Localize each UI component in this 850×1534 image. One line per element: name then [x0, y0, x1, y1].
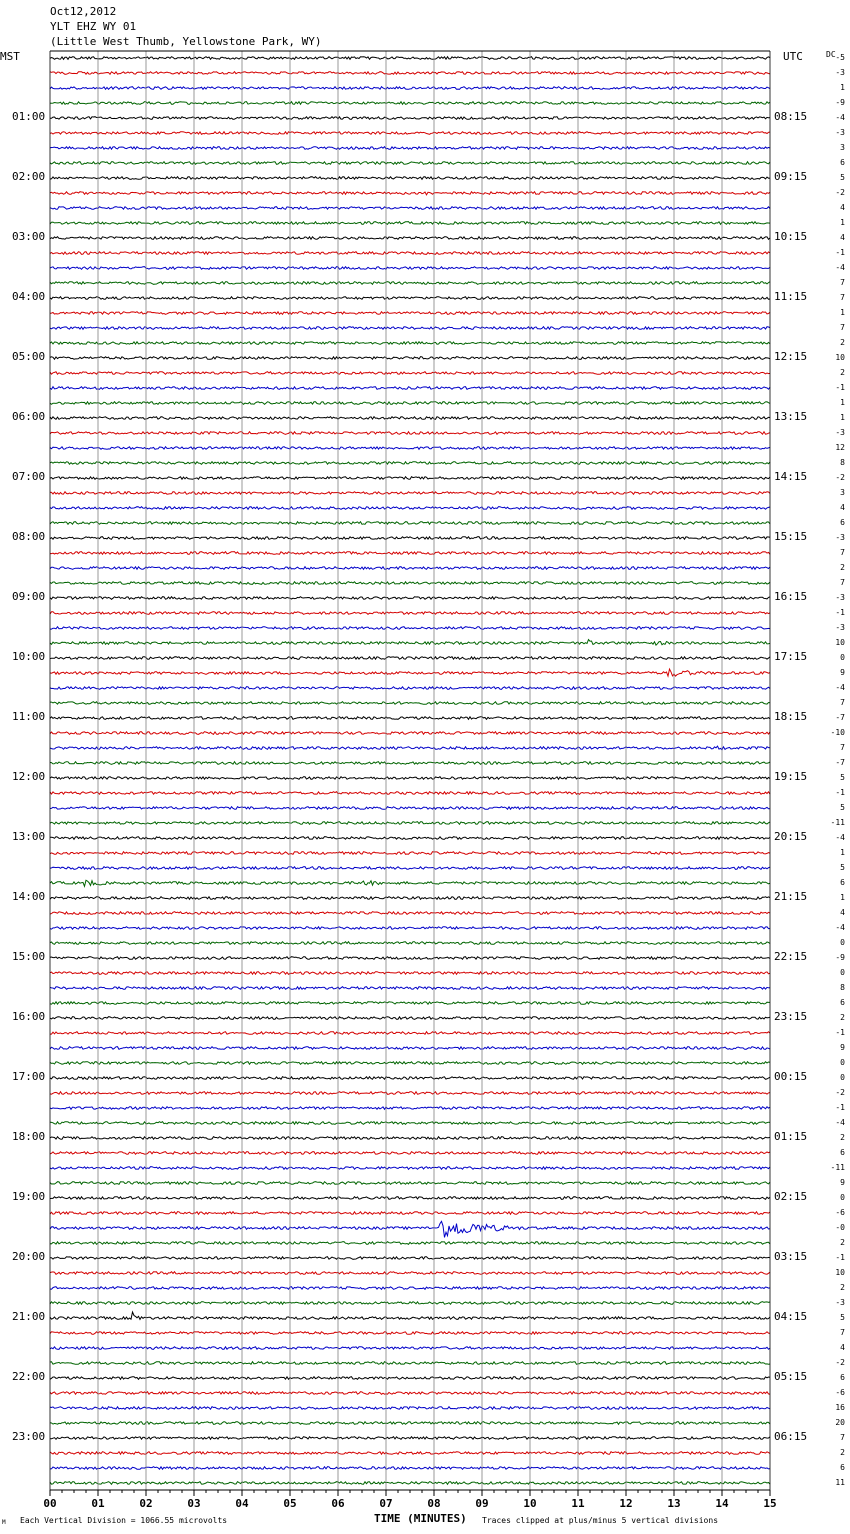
dc-offset-label: 4: [840, 233, 845, 242]
trace-line: [50, 1407, 770, 1410]
left-hour-label: 04:00: [12, 290, 46, 303]
dc-offset-label: -11: [830, 1163, 845, 1172]
trace-line: [50, 717, 770, 720]
trace-line: [50, 942, 770, 945]
left-hour-label: 11:00: [12, 710, 46, 723]
x-tick-label: 10: [523, 1497, 537, 1510]
trace-line: [50, 1032, 770, 1035]
left-hour-label: 23:00: [12, 1430, 46, 1443]
trace-line: [50, 897, 770, 900]
right-hour-label: 22:15: [774, 950, 808, 963]
trace-line: [50, 837, 770, 840]
trace-line: [50, 972, 770, 975]
trace-line: [50, 1437, 770, 1440]
left-hour-label: 06:00: [12, 410, 46, 423]
trace-line: [50, 237, 770, 240]
dc-offset-label: 6: [840, 158, 845, 167]
dc-offset-label: 0: [840, 1073, 845, 1082]
dc-offset-label: 9: [840, 1178, 845, 1187]
dc-offset-label: 2: [840, 1448, 845, 1457]
dc-offset-label: -4: [835, 263, 845, 272]
dc-offset-label: 3: [840, 488, 845, 497]
trace-line: [50, 1152, 770, 1155]
trace-line: [50, 1362, 770, 1365]
dc-offset-label: 11: [835, 1478, 845, 1487]
trace-line: [50, 1482, 770, 1485]
left-hour-label: 13:00: [12, 830, 46, 843]
trace-line: [50, 372, 770, 375]
scale-note: Each Vertical Division = 1066.55 microvolts: [20, 1516, 228, 1525]
dc-offset-label: 6: [840, 1148, 845, 1157]
left-hour-label: 09:00: [12, 590, 46, 603]
dc-offset-label: -7: [835, 713, 845, 722]
trace-line: [50, 777, 770, 780]
x-tick-label: 02: [139, 1497, 153, 1510]
trace-line: [50, 327, 770, 330]
dc-offset-label: -1: [835, 383, 845, 392]
dc-offset-label: 7: [840, 278, 845, 287]
trace-line: [50, 177, 770, 180]
dc-offset-label: 0: [840, 1193, 845, 1202]
left-hour-label: 07:00: [12, 470, 46, 483]
dc-offset-label: -11: [830, 818, 845, 827]
dc-offset-label: 2: [840, 1283, 845, 1292]
x-tick-label: 06: [331, 1497, 345, 1510]
x-axis-title: TIME (MINUTES): [374, 1512, 467, 1525]
trace-line: [50, 87, 770, 90]
seismic-traces: [50, 57, 770, 1485]
trace-line: [50, 987, 770, 990]
dc-offset-label: -9: [835, 953, 845, 962]
dc-offset-label: -2: [835, 473, 845, 482]
dc-offset-label: -4: [835, 1118, 845, 1127]
right-hour-label: 18:15: [774, 710, 808, 723]
trace-line: [50, 612, 770, 615]
right-hour-label: 02:15: [774, 1190, 808, 1203]
dc-offset-label: -2: [835, 1358, 845, 1367]
dc-offset-label: -1: [835, 788, 845, 797]
trace-line: [50, 627, 770, 630]
left-hour-label: 20:00: [12, 1250, 46, 1263]
trace-line: [50, 1312, 770, 1319]
x-tick-label: 04: [235, 1497, 249, 1510]
trace-line: [50, 1017, 770, 1020]
trace-line: [50, 357, 770, 360]
left-hour-label: 22:00: [12, 1370, 46, 1383]
left-hour-label: 03:00: [12, 230, 46, 243]
right-hour-label: 06:15: [774, 1430, 808, 1443]
dc-offset-label: 8: [840, 983, 845, 992]
dc-offset-label: -6: [835, 1388, 845, 1397]
trace-line: [50, 746, 770, 750]
dc-offset-label: -6: [835, 1208, 845, 1217]
dc-offset-label: 1: [840, 398, 845, 407]
left-hour-label: 08:00: [12, 530, 46, 543]
dc-offset-label: 7: [840, 698, 845, 707]
chart-subtitle: (Little West Thumb, Yellowstone Park, WY): [50, 35, 322, 48]
trace-line: [50, 880, 770, 886]
dc-offset-label: 2: [840, 338, 845, 347]
dc-offset-label: 7: [840, 578, 845, 587]
trace-line: [50, 132, 770, 135]
trace-line: [50, 117, 770, 120]
dc-offset-label: 20: [835, 1418, 845, 1427]
dc-offset-label: 4: [840, 503, 845, 512]
right-hour-label: 15:15: [774, 530, 808, 543]
trace-line: [50, 432, 770, 435]
trace-line: [50, 1332, 770, 1335]
dc-offset-label: -1: [835, 1253, 845, 1262]
left-hour-label: 14:00: [12, 890, 46, 903]
dc-offset-label: 0: [840, 653, 845, 662]
left-hour-label: 18:00: [12, 1130, 46, 1143]
chart-title: YLT EHZ WY 01: [50, 20, 137, 33]
dc-offset-label: -4: [835, 683, 845, 692]
trace-line: [50, 147, 770, 150]
trace-line: [50, 1257, 770, 1260]
dc-offset-label: -4: [835, 113, 845, 122]
dc-offset-label: 6: [840, 998, 845, 1007]
trace-line: [50, 1221, 770, 1237]
trace-line: [50, 72, 770, 75]
left-hour-label: 02:00: [12, 170, 46, 183]
dc-offset-label: 3: [840, 143, 845, 152]
trace-line: [50, 852, 770, 855]
x-tick-label: 09: [475, 1497, 489, 1510]
trace-line: [50, 1137, 770, 1140]
trace-line: [50, 1212, 770, 1215]
trace-line: [50, 1287, 770, 1290]
dc-offset-label: -0: [835, 1223, 845, 1232]
trace-line: [50, 282, 770, 285]
dc-offset-header: DC: [826, 50, 836, 59]
trace-line: [50, 417, 770, 420]
trace-line: [50, 552, 770, 555]
x-tick-label: 00: [43, 1497, 57, 1510]
dc-offset-label: 6: [840, 878, 845, 887]
right-hour-label: 09:15: [774, 170, 808, 183]
dc-offset-label: 2: [840, 1133, 845, 1142]
dc-offset-label: -5: [835, 53, 845, 62]
trace-line: [50, 162, 770, 165]
dc-offset-label: -10: [830, 728, 845, 737]
dc-offset-label: 1: [840, 218, 845, 227]
right-hour-label: 21:15: [774, 890, 808, 903]
trace-line: [50, 732, 770, 735]
dc-offset-label: 0: [840, 968, 845, 977]
trace-line: [50, 567, 770, 570]
dc-offset-label: 7: [840, 1433, 845, 1442]
dc-offset-label: 1: [840, 893, 845, 902]
dc-offset-label: 10: [835, 353, 845, 362]
trace-line: [50, 1467, 770, 1470]
dc-offset-label: 1: [840, 83, 845, 92]
dc-offset-label: 0: [840, 1058, 845, 1067]
trace-line: [50, 522, 770, 525]
trace-line: [50, 1107, 770, 1110]
trace-line: [50, 342, 770, 345]
dc-offset-label: -3: [835, 128, 845, 137]
dc-offset-label: 5: [840, 803, 845, 812]
dc-offset-label: -1: [835, 608, 845, 617]
right-hour-label: 16:15: [774, 590, 808, 603]
trace-line: [50, 867, 770, 870]
dc-offset-label: 5: [840, 1313, 845, 1322]
right-hour-label: 19:15: [774, 770, 808, 783]
trace-line: [50, 957, 770, 960]
trace-line: [50, 669, 770, 676]
dc-offset-label: 6: [840, 1373, 845, 1382]
right-hour-label: 01:15: [774, 1130, 808, 1143]
trace-line: [50, 207, 770, 210]
dc-offset-label: 5: [840, 173, 845, 182]
dc-offset-label: -3: [835, 1298, 845, 1307]
x-tick-label: 03: [187, 1497, 201, 1510]
x-tick-label: 11: [571, 1497, 585, 1510]
trace-line: [50, 1077, 770, 1080]
dc-offset-label: 4: [840, 203, 845, 212]
dc-offset-label: -2: [835, 188, 845, 197]
chart-date: Oct12,2012: [50, 5, 117, 18]
dc-offset-label: 2: [840, 1238, 845, 1247]
trace-line: [50, 640, 770, 646]
x-tick-label: 15: [763, 1497, 777, 1510]
dc-offset-label: 9: [840, 1043, 845, 1052]
dc-offset-label: 7: [840, 743, 845, 752]
dc-offset-label: -1: [835, 1028, 845, 1037]
trace-line: [50, 192, 770, 195]
trace-line: [50, 312, 770, 315]
trace-line: [50, 1377, 770, 1380]
dc-offset-label: 1: [840, 308, 845, 317]
trace-line: [50, 507, 770, 510]
dc-offset-label: -1: [835, 1103, 845, 1112]
trace-line: [50, 252, 770, 255]
trace-line: [50, 1167, 770, 1170]
dc-offset-label: 4: [840, 1343, 845, 1352]
x-tick-label: 12: [619, 1497, 633, 1510]
dc-offset-label: -4: [835, 833, 845, 842]
trace-line: [50, 1302, 770, 1305]
trace-line: [50, 582, 770, 585]
left-hour-label: 01:00: [12, 110, 46, 123]
right-hour-label: 05:15: [774, 1370, 808, 1383]
trace-line: [50, 1452, 770, 1455]
trace-line: [50, 1392, 770, 1395]
trace-line: [50, 1347, 770, 1350]
trace-line: [50, 807, 770, 810]
trace-line: [50, 702, 770, 705]
trace-line: [50, 1122, 770, 1125]
right-hour-label: 14:15: [774, 470, 808, 483]
trace-line: [50, 1002, 770, 1005]
trace-line: [50, 687, 770, 690]
right-hour-label: 08:15: [774, 110, 808, 123]
dc-offset-label: -3: [835, 428, 845, 437]
right-hour-label: 11:15: [774, 290, 808, 303]
trace-line: [50, 1047, 770, 1050]
dc-offset-label: -1: [835, 248, 845, 257]
dc-offset-label: -3: [835, 623, 845, 632]
trace-line: [50, 657, 770, 660]
dc-offset-label: -3: [835, 593, 845, 602]
dc-offset-label: 10: [835, 1268, 845, 1277]
dc-offset-label: -3: [835, 68, 845, 77]
trace-line: [50, 477, 770, 480]
dc-offset-label: 4: [840, 908, 845, 917]
clip-note: Traces clipped at plus/minus 5 vertical divisions: [482, 1516, 719, 1525]
trace-line: [50, 402, 770, 405]
dc-offset-label: -4: [835, 923, 845, 932]
trace-line: [50, 1272, 770, 1275]
trace-line: [50, 297, 770, 300]
trace-line: [50, 447, 770, 450]
trace-line: [50, 1092, 770, 1095]
left-hour-label: 17:00: [12, 1070, 46, 1083]
trace-line: [50, 462, 770, 465]
right-hour-label: 03:15: [774, 1250, 808, 1263]
x-tick-label: 07: [379, 1497, 393, 1510]
dc-offset-label: 8: [840, 458, 845, 467]
right-hour-label: 10:15: [774, 230, 808, 243]
right-hour-label: 13:15: [774, 410, 808, 423]
trace-line: [50, 387, 770, 390]
trace-line: [50, 492, 770, 495]
dc-offset-label: 7: [840, 323, 845, 332]
trace-line: [50, 537, 770, 540]
trace-line: [50, 597, 770, 600]
left-hour-label: 15:00: [12, 950, 46, 963]
dc-offset-label: 2: [840, 1013, 845, 1022]
trace-line: [50, 57, 770, 60]
trace-line: [50, 1242, 770, 1245]
trace-line: [50, 1197, 770, 1200]
dc-offset-label: 1: [840, 848, 845, 857]
left-hour-label: 16:00: [12, 1010, 46, 1023]
left-hour-label: 19:00: [12, 1190, 46, 1203]
right-hour-label: 12:15: [774, 350, 808, 363]
dc-offset-label: 0: [840, 938, 845, 947]
time-axis: [43, 1490, 776, 1510]
left-hour-label: 10:00: [12, 650, 46, 663]
x-tick-label: 14: [715, 1497, 729, 1510]
trace-line: [50, 1182, 770, 1185]
right-hour-label: 17:15: [774, 650, 808, 663]
trace-line: [50, 102, 770, 105]
trace-line: [50, 267, 770, 270]
left-hour-label: 05:00: [12, 350, 46, 363]
dc-offset-label: 1: [840, 413, 845, 422]
dc-offset-label: 16: [835, 1403, 845, 1412]
dc-offset-label: 12: [835, 443, 845, 452]
right-hour-label: 23:15: [774, 1010, 808, 1023]
dc-offset-label: 2: [840, 368, 845, 377]
dc-offset-label: -7: [835, 758, 845, 767]
dc-offset-label: -2: [835, 1088, 845, 1097]
trace-line: [50, 927, 770, 930]
right-hour-label: 04:15: [774, 1310, 808, 1323]
x-tick-label: 05: [283, 1497, 297, 1510]
left-hour-label: 12:00: [12, 770, 46, 783]
trace-line: [50, 1422, 770, 1425]
dc-offset-label: 7: [840, 293, 845, 302]
dc-offset-label: 5: [840, 863, 845, 872]
dc-offset-label: 10: [835, 638, 845, 647]
x-tick-label: 08: [427, 1497, 441, 1510]
x-tick-label: 13: [667, 1497, 681, 1510]
trace-line: [50, 1062, 770, 1065]
dc-offset-label: 5: [840, 773, 845, 782]
trace-line: [50, 762, 770, 765]
right-timezone-label: UTC: [783, 50, 803, 63]
right-hour-label: 00:15: [774, 1070, 808, 1083]
dc-offset-label: -9: [835, 98, 845, 107]
left-timezone-label: MST: [0, 50, 20, 63]
trace-line: [50, 822, 770, 825]
trace-line: [50, 912, 770, 915]
trace-line: [50, 792, 770, 795]
right-hour-label: 20:15: [774, 830, 808, 843]
trace-line: [50, 222, 770, 225]
x-tick-label: 01: [91, 1497, 105, 1510]
dc-offset-label: 7: [840, 548, 845, 557]
dc-offset-label: 2: [840, 563, 845, 572]
left-hour-label: 21:00: [12, 1310, 46, 1323]
dc-offset-label: 9: [840, 668, 845, 677]
dc-offset-label: 7: [840, 1328, 845, 1337]
dc-offset-label: -3: [835, 533, 845, 542]
footer-mark: M: [2, 1519, 6, 1526]
dc-offset-label: 6: [840, 1463, 845, 1472]
dc-offset-label: 6: [840, 518, 845, 527]
